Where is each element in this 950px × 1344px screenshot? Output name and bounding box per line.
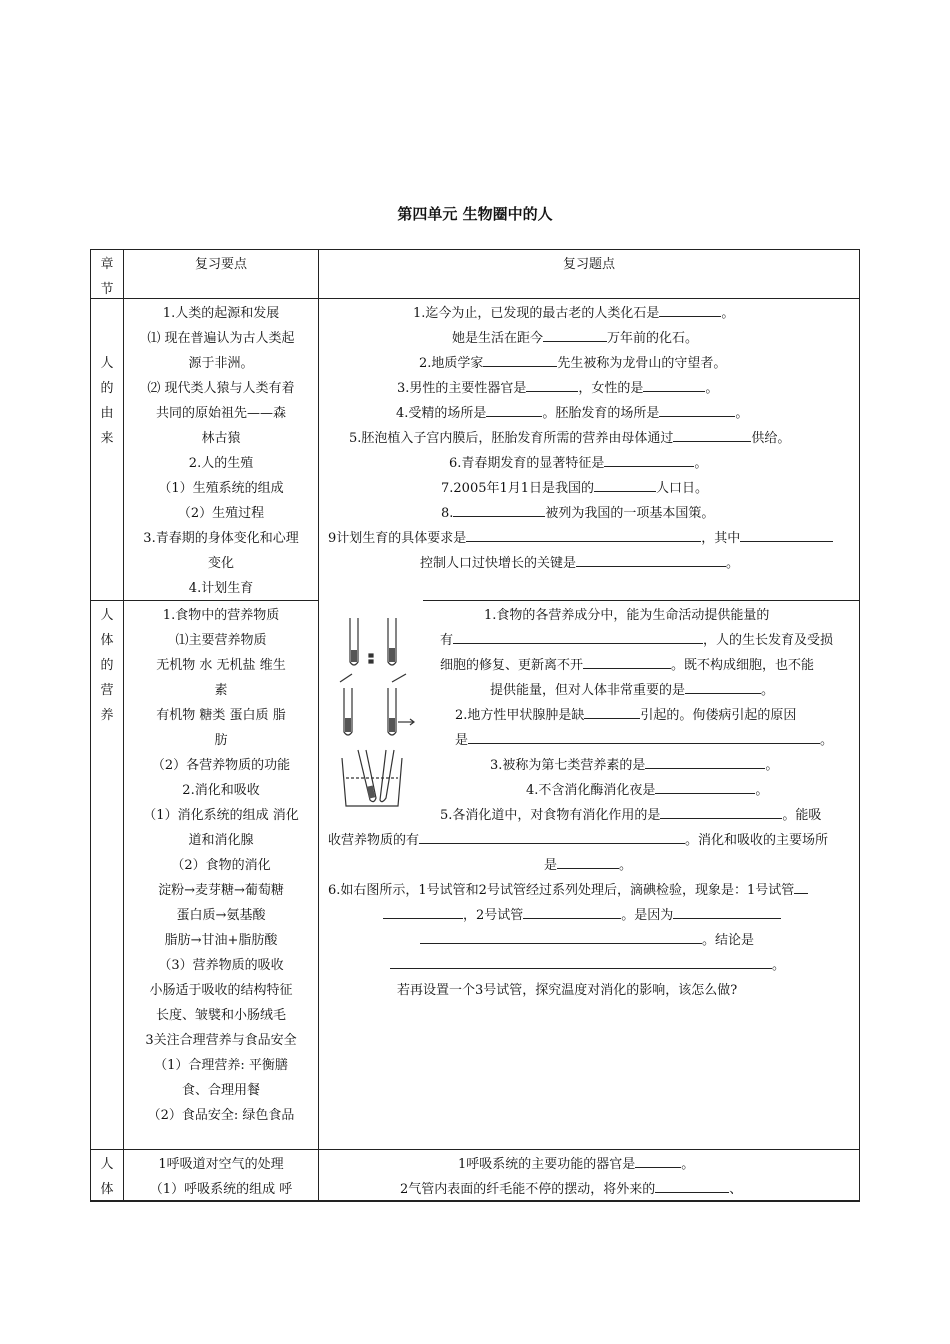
answer-blank[interactable] <box>483 353 557 367</box>
answer-blank[interactable] <box>604 453 694 467</box>
point-line: 变化 <box>207 556 234 571</box>
point-line: （1）呼吸系统的组成 呼 <box>149 1182 293 1197</box>
answer-blank[interactable] <box>635 1154 681 1168</box>
answer-blank[interactable] <box>543 328 607 342</box>
chapter-respiration: 人 体 <box>100 1157 114 1197</box>
answer-blank[interactable] <box>583 655 671 669</box>
question-3-1: 1呼吸系统的主要功能的器官是 。 <box>458 1152 694 1177</box>
answer-blank[interactable] <box>390 955 772 969</box>
points-origin <box>124 301 318 601</box>
page-title: 第四单元 生物圈中的人 <box>397 205 553 223</box>
point-line: 1.人类的起源和发展 <box>162 306 280 321</box>
point-line: 无机物 水 无机盐 维生 <box>156 658 286 673</box>
question-1-1b: 她是生活在距今 万年前的化石。 <box>452 326 698 351</box>
point-line: 道和消化腺 <box>188 833 254 848</box>
answer-blank[interactable] <box>468 730 820 744</box>
answer-blank[interactable] <box>673 905 781 919</box>
question-1-4: 4.受精的场所是 。胚胎发育的场所是 。 <box>396 401 748 426</box>
point-line: 食、合理用餐 <box>181 1083 260 1098</box>
question-1-2: 2.地质学家 先生被称为龙骨山的守望者。 <box>419 351 726 376</box>
question-1-1: 1.迄今为止，已发现的最古老的人类化石是 。 <box>413 301 734 326</box>
answer-blank[interactable] <box>526 378 578 392</box>
question-1-6: 6.青春期发育的显著特征是 。 <box>449 451 707 476</box>
question-2-1b: 有 ，人的生长发育及受损 <box>440 628 833 653</box>
header-chapter: 章 节 <box>100 257 114 297</box>
test-tube-diagram <box>330 610 420 810</box>
point-line: 素 <box>214 683 228 698</box>
question-2-3: 3.被称为第七类营养素的是 。 <box>490 753 778 778</box>
answer-blank[interactable] <box>685 680 761 694</box>
chapter-nutrition: 人 体 的 营 养 <box>100 608 114 723</box>
question-2-1a: 1.食物的各营养成分中，能为生命活动提供能量的 <box>484 608 770 623</box>
answer-blank[interactable] <box>420 930 702 944</box>
answer-blank[interactable] <box>576 553 726 567</box>
question-2-5b: 收营养物质的有 。消化和吸收的主要场所 <box>328 828 828 853</box>
question-1-9: 9计划生育的具体要求是 ，其中 <box>328 526 833 551</box>
point-line: 蛋白质→氨基酸 <box>176 908 266 923</box>
answer-blank[interactable] <box>660 805 782 819</box>
point-line: （2）各营养物质的功能 <box>151 758 291 773</box>
point-line: 2.人的生殖 <box>188 456 254 471</box>
answer-blank[interactable] <box>383 905 463 919</box>
point-line: 源于非洲。 <box>188 356 254 371</box>
answer-blank[interactable] <box>453 503 545 517</box>
question-2-6e: 若再设置一个3号试管，探究温度对消化的影响，该怎么做? <box>397 983 738 998</box>
answer-blank[interactable] <box>659 403 735 417</box>
point-line: ⑴ 现在普遍认为古人类起 <box>147 331 295 346</box>
point-line: （1）生殖系统的组成 <box>158 481 284 496</box>
header-points: 复习要点 <box>194 257 247 272</box>
answer-blank[interactable] <box>794 880 808 894</box>
points-nutrition <box>124 603 318 1128</box>
question-1-9b: 控制人口过快增长的关键是 。 <box>420 551 739 576</box>
answer-blank[interactable] <box>673 428 751 442</box>
point-line: 长度、皱襞和小肠绒毛 <box>155 1008 286 1023</box>
point-line: （2）食物的消化 <box>171 858 271 873</box>
section-divider-2 <box>90 1149 860 1150</box>
point-line: 4.计划生育 <box>188 581 254 596</box>
section-divider-1b <box>423 600 860 601</box>
answer-blank[interactable] <box>655 1179 729 1193</box>
answer-blank[interactable] <box>645 755 765 769</box>
answer-blank[interactable] <box>740 528 833 542</box>
point-line: （2）生殖过程 <box>177 506 265 521</box>
question-2-1d: 提供能量，但对人体非常重要的是 。 <box>490 678 774 703</box>
header-row-divider <box>90 298 860 299</box>
question-1-5: 5.胚泡植入子宫内膜后，胚胎发育所需的营养由母体通过 供给。 <box>349 426 790 451</box>
point-line: ⑴主要营养物质 <box>175 633 267 648</box>
question-2-2b: 是 。 <box>455 728 833 753</box>
point-line: 有机物 糖类 蛋白质 脂 <box>156 708 286 723</box>
point-line: 1.食物中的营养物质 <box>162 608 280 623</box>
point-line: 共同的原始祖先——森 <box>155 406 286 421</box>
answer-blank[interactable] <box>419 830 685 844</box>
chapter-origin: 人 的 由 来 <box>100 356 114 446</box>
answer-blank[interactable] <box>486 403 542 417</box>
question-2-6d: 。 <box>390 953 785 978</box>
point-line: （1）合理营养: 平衡膳 <box>154 1058 288 1073</box>
answer-blank[interactable] <box>584 705 640 719</box>
point-line: 2.消化和吸收 <box>182 783 260 798</box>
answer-blank[interactable] <box>659 303 721 317</box>
answer-blank[interactable] <box>466 528 701 542</box>
point-line: 3.青春期的身体变化和心理 <box>143 531 299 546</box>
answer-blank[interactable] <box>643 378 705 392</box>
answer-blank[interactable] <box>557 855 619 869</box>
answer-blank[interactable] <box>655 780 755 794</box>
question-2-1c: 细胞的修复、更新离不开 。既不构成细胞，也不能 <box>440 653 814 678</box>
question-1-3: 3.男性的主要性器官是 ，女性的是 。 <box>397 376 718 401</box>
question-2-4: 4.不含消化酶消化夜是 。 <box>526 778 768 803</box>
point-line: ⑵ 现代类人猿与人类有着 <box>147 381 295 396</box>
question-2-6c: 。结论是 <box>420 928 754 953</box>
points-respiration <box>124 1152 318 1202</box>
point-line: 3关注合理营养与食品安全 <box>145 1033 297 1048</box>
point-line: （3）营养物质的吸收 <box>158 958 284 973</box>
header-questions: 复习题点 <box>562 257 615 272</box>
question-3-2: 2气管内表面的纤毛能不停的摆动，将外来的 、 <box>400 1177 742 1202</box>
point-line: （2）食品安全: 绿色食品 <box>147 1108 295 1123</box>
question-2-2: 2.地方性甲状腺肿是缺 引起的。佝偻病引起的原因 <box>455 703 796 728</box>
point-line: 小肠适于吸收的结构特征 <box>149 983 293 998</box>
column-divider-2 <box>318 249 319 1202</box>
point-line: 脂肪→甘油+脂肪酸 <box>164 933 278 948</box>
answer-blank[interactable] <box>453 630 703 644</box>
answer-blank[interactable] <box>523 905 621 919</box>
question-2-6b: ，2号试管 。是因为 <box>383 903 781 928</box>
point-line: 淀粉→麦芽糖→葡萄糖 <box>158 883 284 898</box>
point-line: 林古猿 <box>201 431 241 446</box>
question-2-6: 6.如右图所示，1号试管和2号试管经过系列处理后，滴碘检验，现象是：1号试管 <box>328 878 808 903</box>
question-2-5c: 是 。 <box>544 853 632 878</box>
question-2-5: 5.各消化道中，对食物有消化作用的是 。能吸 <box>440 803 821 828</box>
point-line: 1呼吸道对空气的处理 <box>158 1157 284 1172</box>
test-tube-figure <box>330 610 420 810</box>
answer-blank[interactable] <box>594 478 656 492</box>
point-line: （1）消化系统的组成 消化 <box>143 808 299 823</box>
question-1-7: 7.2005年1月1日是我国的 人口日。 <box>441 476 708 501</box>
question-1-8: 8. 被列为我国的一项基本国策。 <box>441 501 714 526</box>
point-line: 肪 <box>214 733 228 748</box>
